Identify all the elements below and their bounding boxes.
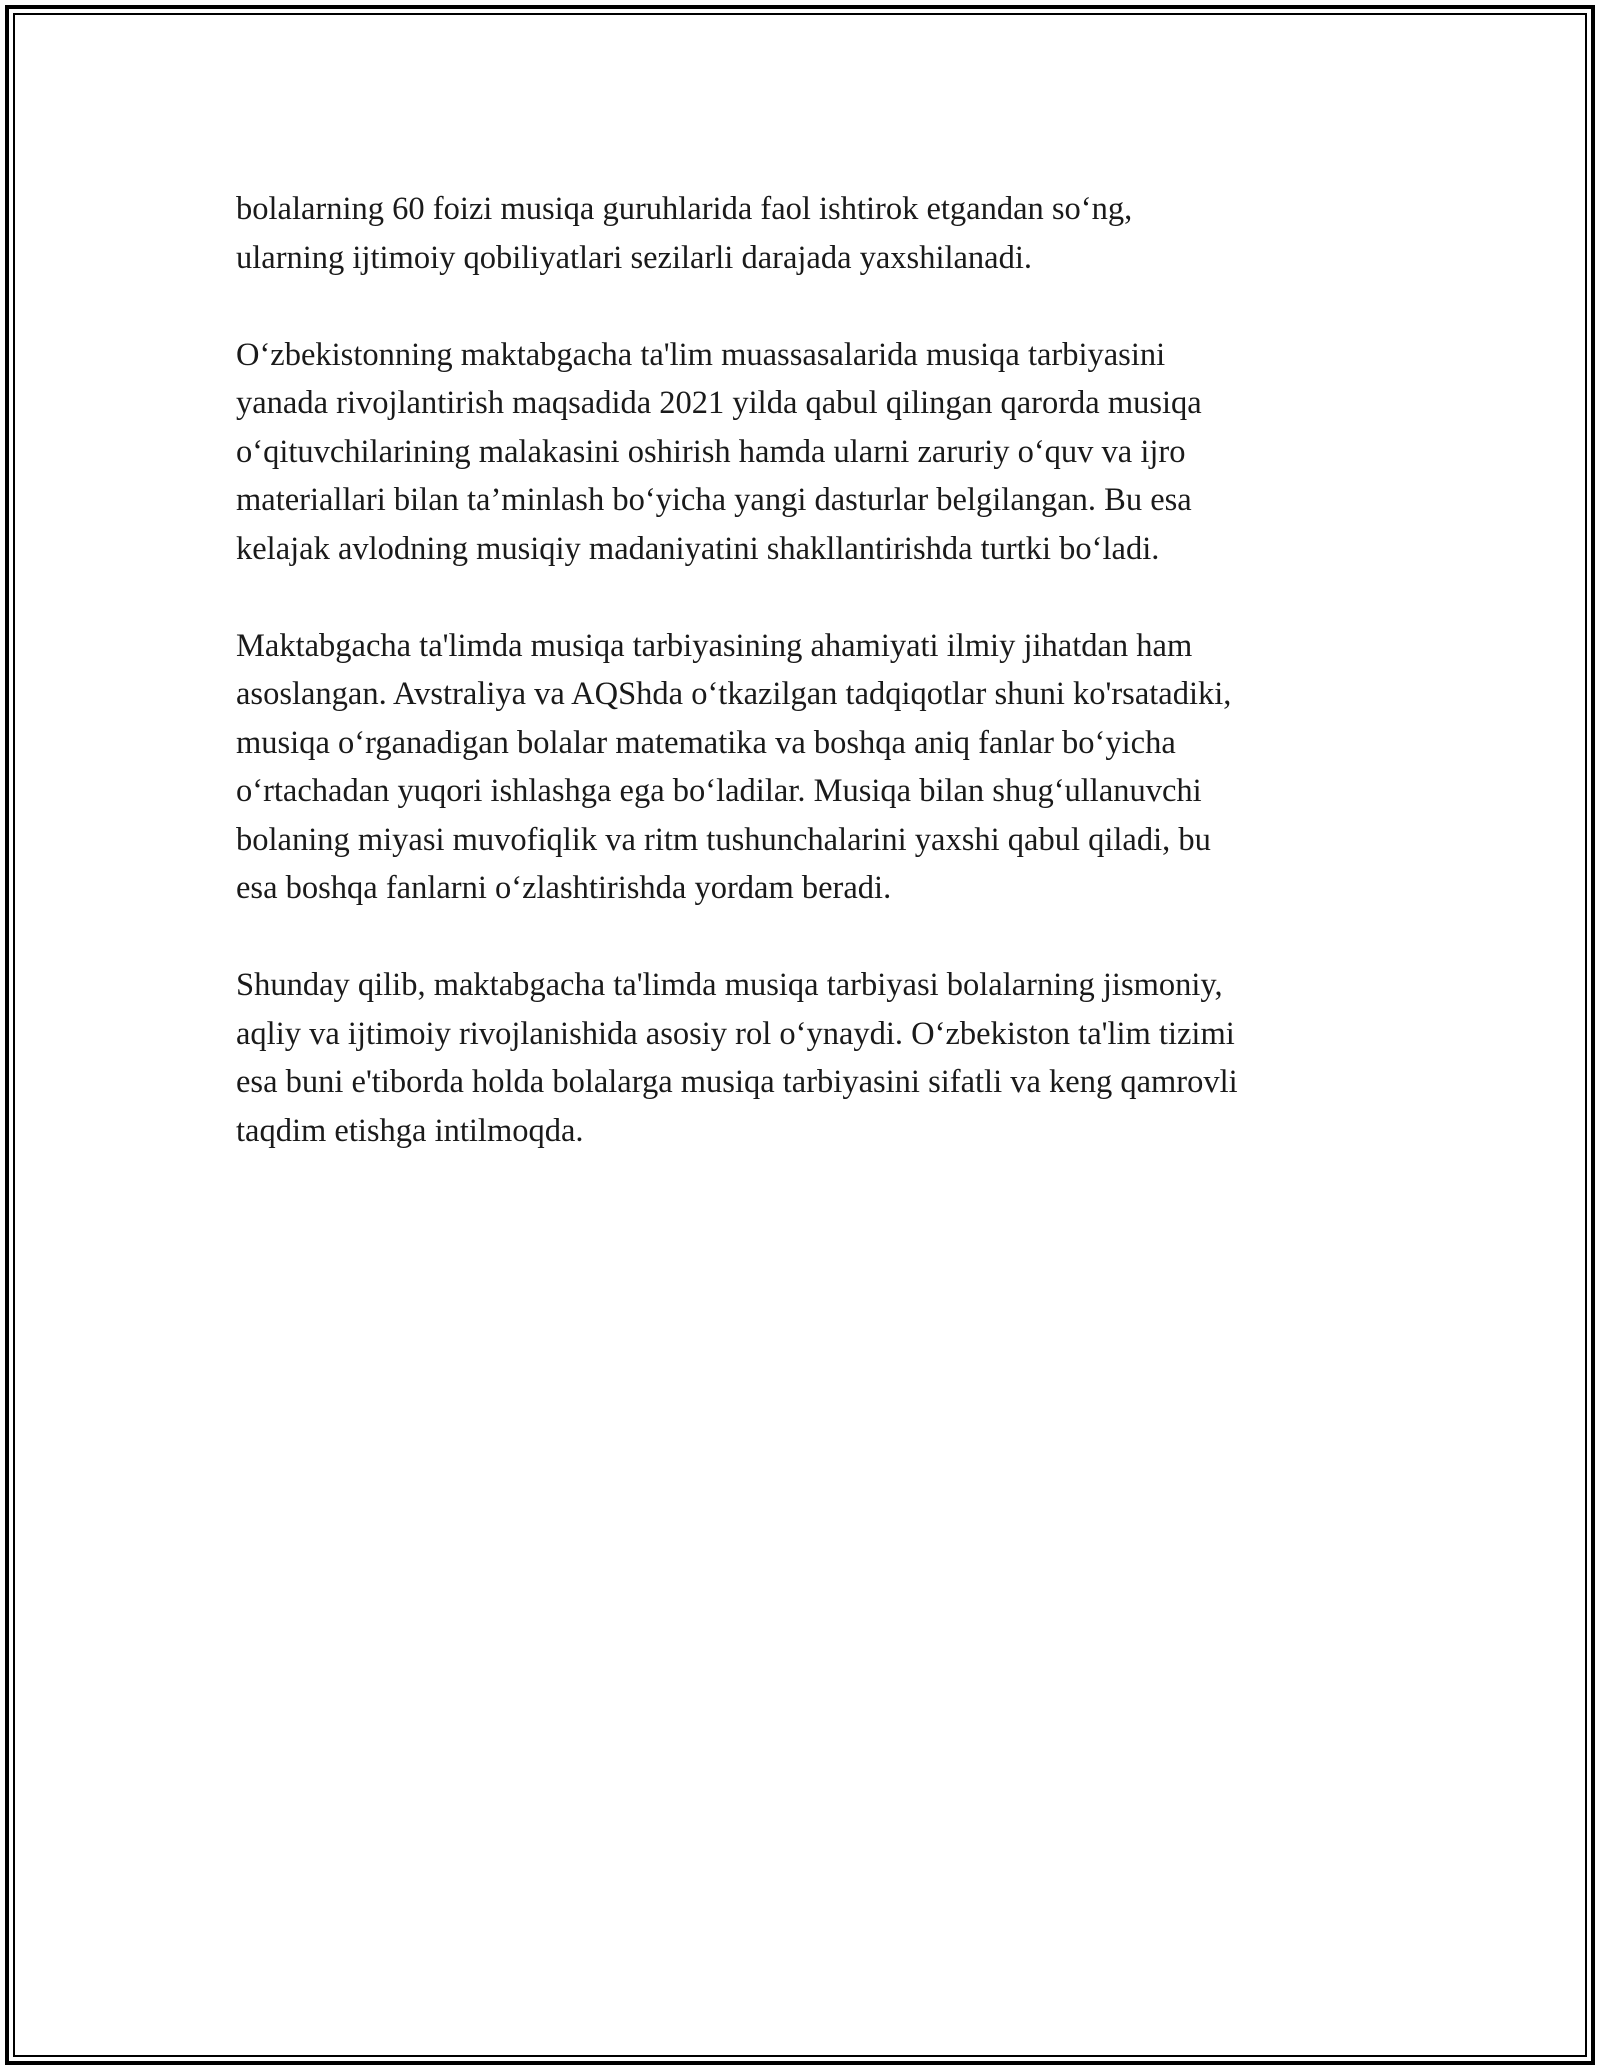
text-line: bolaning miyasi muvofiqlik va ritm tushunchalarini yaxshi qabul qiladi, bu xyxy=(236,821,1211,858)
text-line: bolalarning 60 foizi musiqa guruhlarida faol ishtirok etgandan so‘ng, xyxy=(236,191,1133,227)
document-body xyxy=(236,185,1376,1204)
text-line: Shunday qilib, maktabgacha ta'limda musiqa tarbiyasi bolalarning jismoniy, xyxy=(236,967,1223,1003)
text-line: taqdim etishga intilmoqda. xyxy=(236,1112,584,1149)
text-line: esa buni e'tiborda holda bolalarga musiqa tarbiyasini sifatli va keng qamrovli xyxy=(236,1064,1238,1100)
text-line: materiallari bilan ta’minlash bo‘yicha yangi dasturlar belgilangan. Bu esa xyxy=(236,482,1192,518)
text-line: O‘zbekistonning maktabgacha ta'lim muassasalarida musiqa tarbiyasini xyxy=(236,336,1166,373)
text-line: o‘rtachadan yuqori ishlashga ega bo‘ladilar. Musiqa bilan shug‘ullanuvchi xyxy=(236,773,1202,809)
paragraph-1 xyxy=(236,185,1376,282)
text-line: kelajak avlodning musiqiy madaniyatini shakllantirishda turtki bo‘ladi. xyxy=(236,530,1160,567)
text-line: musiqa o‘rganadigan bolalar matematika va boshqa aniq fanlar bo‘yicha xyxy=(236,724,1176,761)
text-line: o‘qituvchilarining malakasini oshirish hamda ularni zaruriy o‘quv va ijro xyxy=(236,433,1186,470)
text-line: ularning ijtimoiy qobiliyatlari sezilarli darajada yaxshilanadi. xyxy=(236,239,1033,276)
text-line: asoslangan. Avstraliya va AQShda o‘tkazilgan tadqiqotlar shuni ko'rsatadiki, xyxy=(236,676,1232,712)
text-line: esa boshqa fanlarni o‘zlashtirishda yordam beradi. xyxy=(236,870,892,906)
text-line: yanada rivojlantirish maqsadida 2021 yilda qabul qilingan qarorda musiqa xyxy=(236,385,1202,421)
paragraph-2 xyxy=(236,331,1376,574)
paragraph-3 xyxy=(236,622,1376,913)
text-line: Maktabgacha ta'limda musiqa tarbiyasining ahamiyati ilmiy jihatdan ham xyxy=(236,627,1193,664)
text-line: aqliy va ijtimoiy rivojlanishida asosiy rol o‘ynaydi. O‘zbekiston ta'lim tizimi xyxy=(236,1015,1235,1052)
paragraph-4 xyxy=(236,961,1376,1155)
